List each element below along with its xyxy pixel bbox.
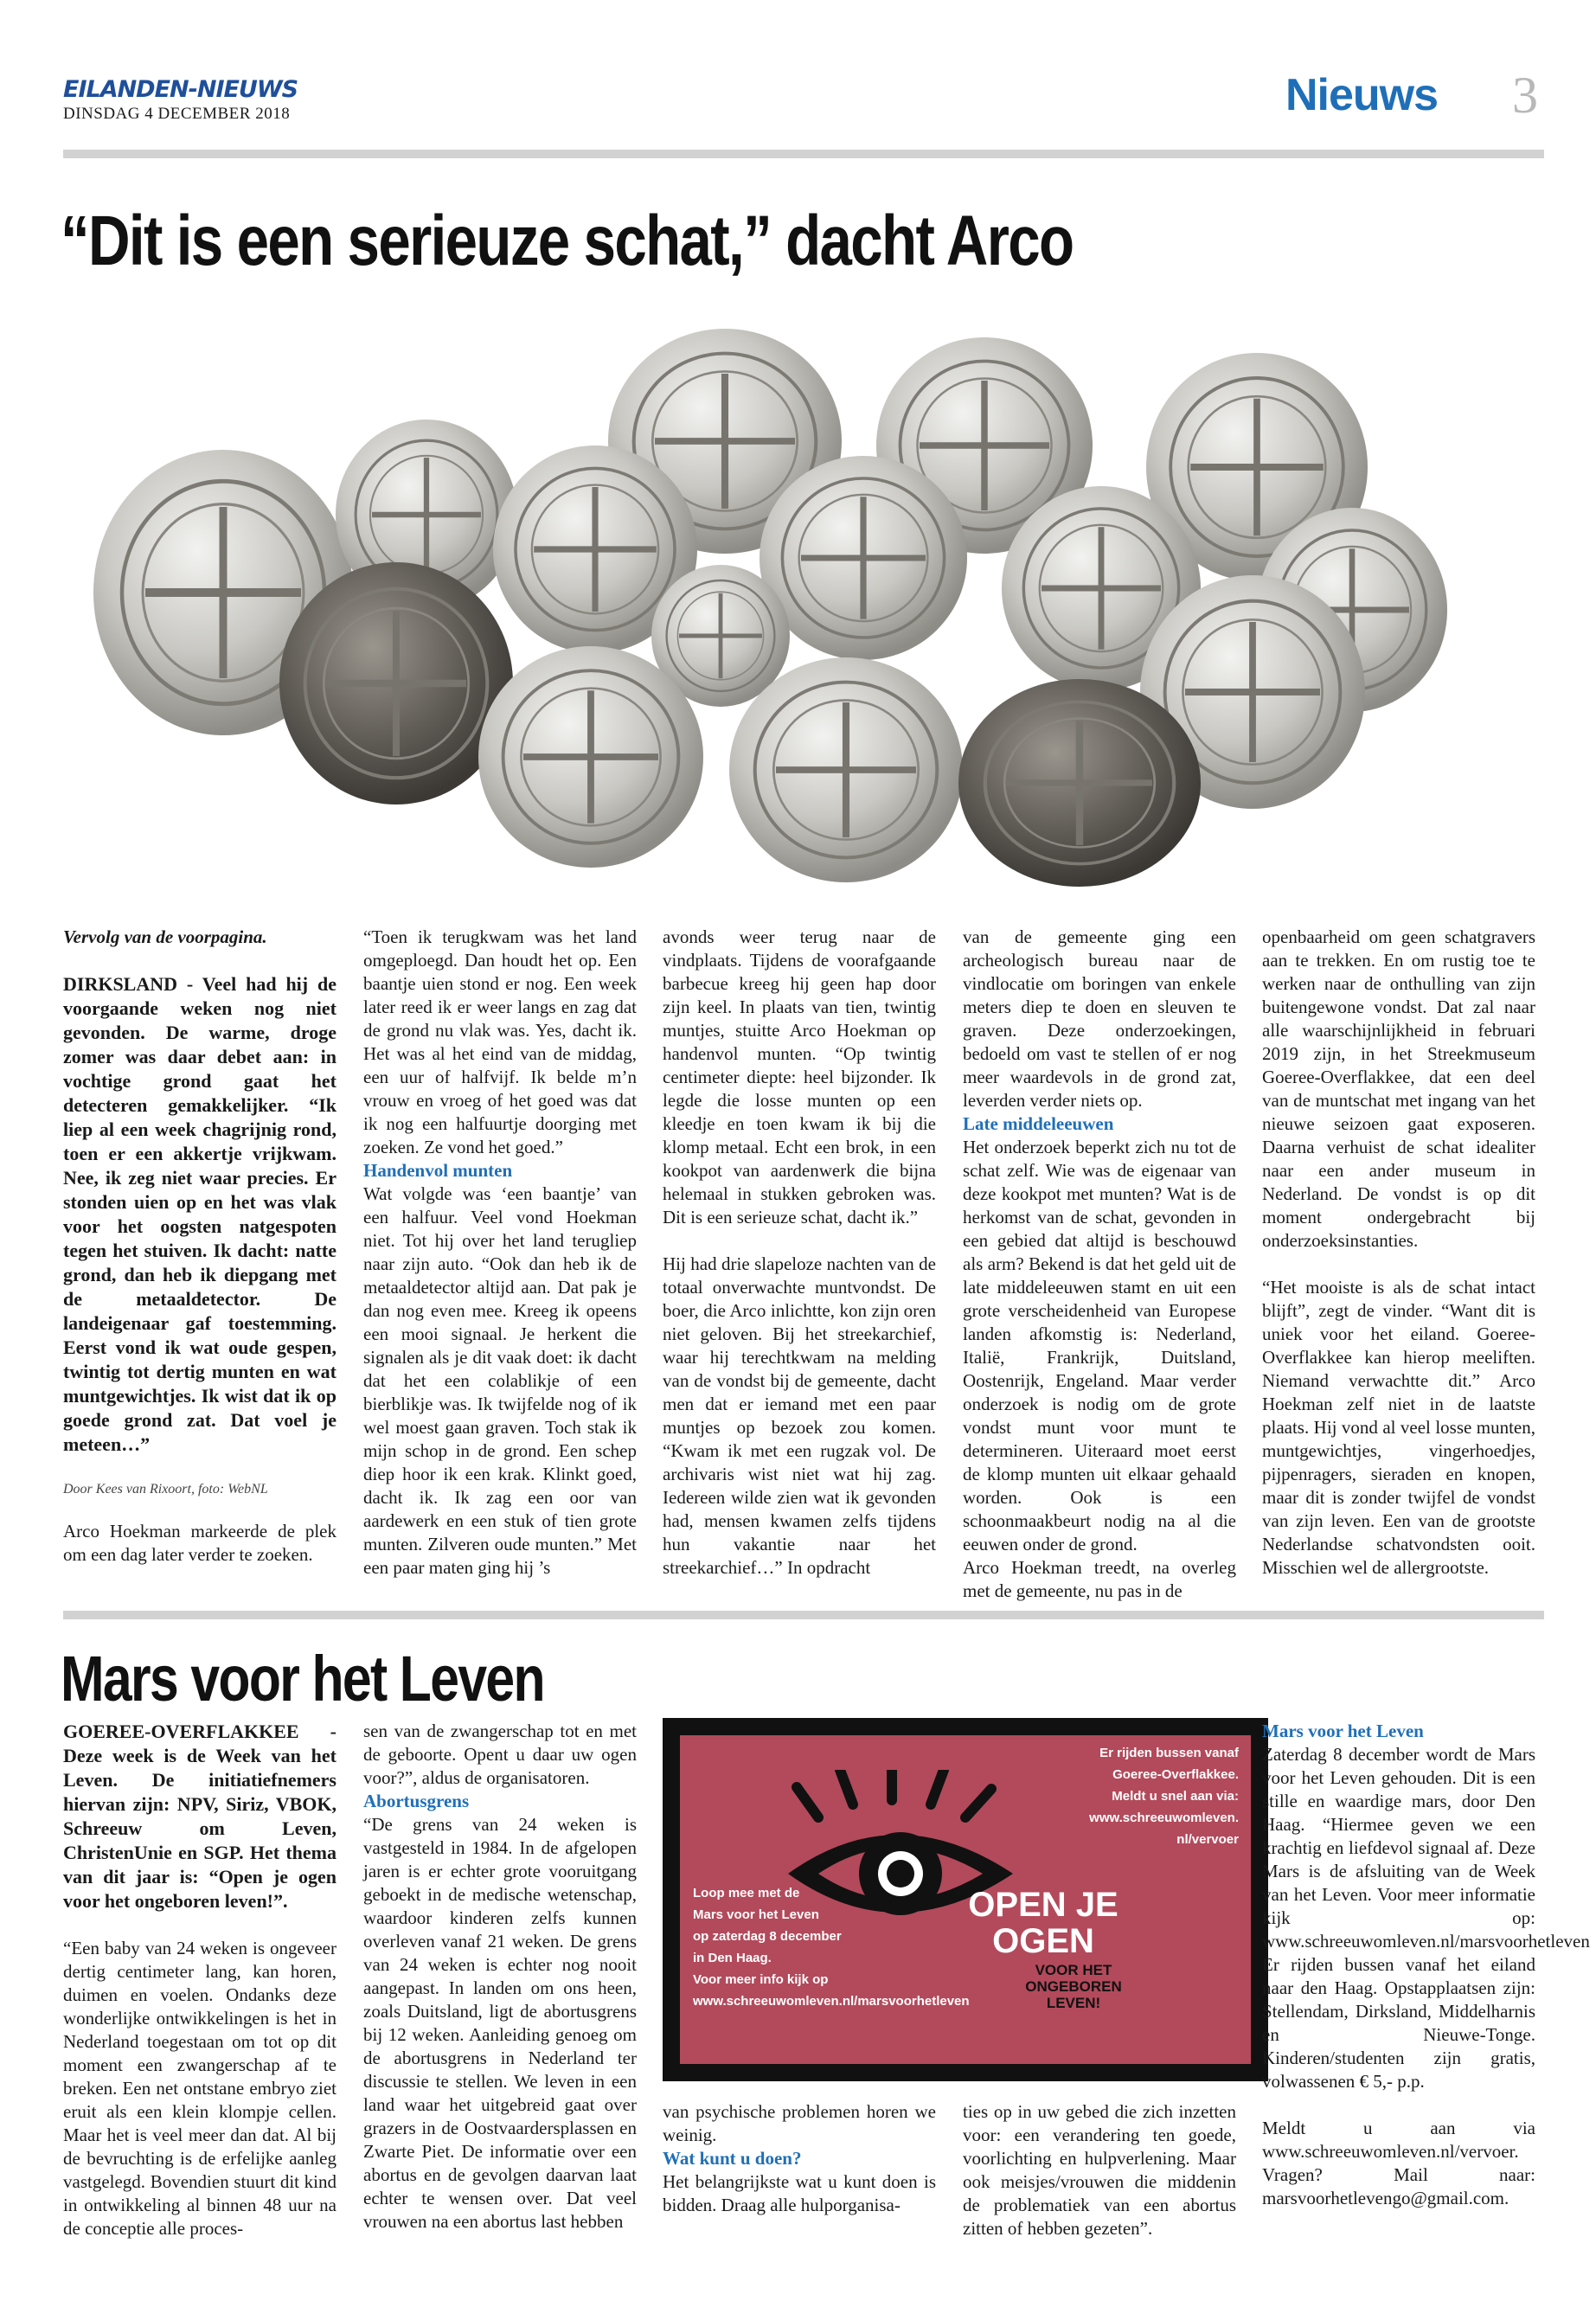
paragraph: Arco Hoekman treedt, na overleg met de gemeente, nu pas in de <box>963 1557 1236 1601</box>
article-lead: DIRKSLAND - Veel had hij de voorgaande weken nog niet gevonden. De warme, droge zomer was daar debet aan: in vochtige grond gaat het detecteren gemakkelijker. “Ik liep al een week chagrijnig rond, toen er een akkertje vrijkwam. Nee, ik zeg niet waar precies. Er stonden uien op en het was vlak voor het oogsten natgespoten tegen het stuiven. Ik dacht: natte grond, dan heb ik diepgang met de metaaldetector. De landeigenaar gaf toestemming. Eerst vond ik wat oude gespen, twintig tot dertig munten en wat muntgewichtjes. Ik wist dat ik op goede grond zat. Dat voel je meteen…” <box>63 973 337 1455</box>
article2-column-5 <box>1262 1720 1590 2210</box>
coins-photo <box>93 298 1499 895</box>
issue-date: DINSDAG 4 DECEMBER 2018 <box>63 105 291 123</box>
paragraph: Er rijden bussen vanaf het eiland naar den Haag. Opstapplaatsen zijn: Stellendam, Dirksland, Middelharnis en Nieuwe-Tonge. Kinderen/studenten zijn gratis, volwassenen € 5,- p.p. <box>1262 1954 1535 2092</box>
coin <box>478 646 703 868</box>
subheading: Mars voor het Leven <box>1262 1721 1424 1741</box>
paragraph: Arco Hoekman markeerde de plek om een dag later verder te zoeken. <box>63 1521 337 1565</box>
article2-headline: Mars voor het Leven <box>61 1643 544 1715</box>
article1-column-5 <box>1262 926 1535 1580</box>
ad-bus-text: Er rijden bussen vanaf Goeree-Overflakkee. Meldt u snel aan via: www.schreeuwomleven. nl/vervoer <box>1089 1746 1239 1847</box>
ad-walk-text: Loop mee met de Mars voor het Leven op zaterdag 8 december in Den Haag. Voor meer info kijk op www.schreeuwomleven.nl/marsvoorhetleven <box>693 1886 970 2009</box>
article-divider <box>63 1611 1544 1619</box>
section-title: Nieuws <box>1285 70 1438 120</box>
advertisement <box>663 1718 1268 2081</box>
ad-slogan: OPEN JE OGEN <box>968 1886 1118 1960</box>
paragraph: Wat volgde was ‘een baantje’ van een halfuur. Veel vond Hoekman niet. Tot hij over het land terugliep naar zijn auto. “Ook dan heb ik de metaaldetector altijd aan. Dat pak je dan nog even mee. Kreeg ik opeens een mooi signaal. Je herkent die signalen als je dit vaak doet: ik dacht dat het een colablikje of een bierblikje was. Ik twijfelde nog of ik wel moest gaan graven. Toch stak ik mijn schop in de grond. Een schep diep hoor ik een krak. Klinkt goed, dacht ik. Ik zag een oor van aardewerk en een stuk of tien grote munten. Zilveren oude munten.” Met een paar maten ging hij ’s <box>363 1183 637 1578</box>
article1-column-1 <box>63 926 337 1567</box>
paragraph: van de gemeente ging een archeologisch bureau naar de vindlocatie om boringen van enkele meters diep te doen en sleuven te graven. Deze onderzoekingen, bedoeld om vast te stellen of er nog meer waardevols in de grond zat, leverden verder niets op. <box>963 926 1236 1111</box>
silver-coins-icon <box>93 298 1499 895</box>
article2-column-1 <box>63 1720 337 2240</box>
paragraph: van psychische problemen horen we weinig. <box>663 2101 936 2145</box>
paragraph: openbaarheid om geen schatgravers aan te trekken. En om rustig toe te werken naar de onthulling van zijn buitengewone vondst. Dat zal naar alle waarschijnlijkheid in februari 2019 zijn, in het Streekmuseum Goeree-Overflakkee, dat een deel van de muntschat met ingang van het nieuwe seizoen gaat exposeren. Daarna verhuist de schat idealiter naar een ander museum in Nederland. De vondst is op dit moment ondergebracht bij onderzoeksinstanties. <box>1262 926 1535 1251</box>
subheading: Wat kunt u doen? <box>663 2148 802 2169</box>
paragraph: “De grens van 24 weken is vastgesteld in 1984. In de afgelopen jaren is er echter grote vooruitgang geboekt in de medische wetenschap, waardoor kinderen zelfs kunnen overleven vanaf 21 weken. De grens van 24 weken is echter nog nooit aangepast. In landen om ons heen, zoals Duitsland, ligt de abortusgrens bij 12 weken. Aanleiding genoeg om de abortusgrens in Nederland ter discussie te stellen. We leven in een land waar het uitgebreid gaat over grazers in de Oostvaardersplassen en Zwarte Piet. De informatie over een abortus en de gevolgen daarvan laat echter te wensen over. Dat veel vrouwen na een abortus last hebben <box>363 1814 637 2232</box>
continued-note: Vervolg van de voorpagina. <box>63 926 267 947</box>
subheading: Handenvol munten <box>363 1160 513 1181</box>
paragraph: ties op in uw gebed die zich inzetten voor: een verandering ten goede, voorlichting en hulpverlening. Maar ook meisjes/vrouwen die middenin de problematiek van een abortus zitten of hebben gezeten”. <box>963 2101 1236 2239</box>
subheading: Abortusgrens <box>363 1791 470 1811</box>
paragraph: “Een baby van 24 weken is ongeveer dertig centimeter lang, kan horen, duimen en voelen. Ondanks deze wonderlijke ontwikkelingen is het in Nederland toegestaan om tot op dit moment een zwangerschap af te breken. Een net ontstane embryo ziet eruit als een klein klompje cellen. Maar het is veel meer dan dat. Al bij de bevruchting is de erfelijke aanleg vastgelegd. Bovendien stuurt dit kind in ontwikkeling al binnen 48 uur na de conceptie alle proces- <box>63 1938 337 2239</box>
paragraph: Zaterdag 8 december wordt de Mars voor het Leven gehouden. Dit is een stille en waardige mars, door Den Haag. “Hiermee geven we een krachtig en liefdevol signaal af. Deze Mars is de afsluiting van de Week van het Leven. Voor meer informatie kijk op: www.schreeuwomleven.nl/marsvoorhetleven <box>1262 1744 1590 1952</box>
subheading: Late middeleeuwen <box>963 1113 1114 1134</box>
ad-panel <box>680 1735 1251 2064</box>
paragraph: Hij had drie slapeloze nachten van de totaal onverwachte muntvondst. De boer, die Arco inlichtte, kon zijn oren niet geloven. Bij het streekarchief, waar hij terechtkwam na melding van de vondst bij de gemeente, dacht men dat er iemand met een paar muntjes op bezoek zou komen. “Kwam ik met een rugzak vol. De archivaris wist niet wat hij zag. Iedereen wilde zien wat ik gevonden had, mensen kwamen zelfs tijdens hun vakantie naar het streekarchief…” In opdracht <box>663 1253 936 1578</box>
article2-column-2 <box>363 1720 637 2234</box>
coin <box>760 456 967 660</box>
article1-column-3 <box>663 926 936 1580</box>
paragraph: Het belangrijkste wat u kunt doen is bidden. Draag alle hulporganisa- <box>663 2171 936 2215</box>
article-headline: “Dit is een serieuze schat,” dacht Arco <box>61 202 1074 280</box>
paragraph: Meldt u aan via www.schreeuwomleven.nl/vervoer. Vragen? Mail naar: marsvoorhetlevengo@gmail.com. <box>1262 2118 1535 2208</box>
ad-subslogan: VOOR HET ONGEBOREN LEVEN! <box>1025 1962 1122 2011</box>
article-lead: GOEREE-OVERFLAKKEE - Deze week is de Week van het Leven. De initiatiefnemers hiervan zijn: NPV, Siriz, VBOK, Schreeuw om Leven, ChristenUnie en SGP. Het thema van dit jaar is: “Open je ogen voor het ongeboren leven!”. <box>63 1721 337 1912</box>
paragraph: “Het mooiste is als de schat intact blijft”, zegt de vinder. “Want dit is uniek voor het eiland. Goeree-Overflakkee kan hierop meeliften. Niemand verwachtte dit.” Arco Hoekman zelf niet in de laatste plaats. Hij vond al veel losse munten, muntgewichtjes, vingerhoedjes, pijpenragers, sieraden en knopen, maar dit is zonder twijfel de vondst van zijn leven. Een van de grootste Nederlandse schatvondsten ooit. Misschien wel de allergrootste. <box>1262 1277 1535 1578</box>
byline: Door Kees van Rixoort, foto: WebNL <box>63 1482 268 1497</box>
paragraph: “Toen ik terugkwam was het land omgeploegd. Dan houdt het op. Een baantje uien stond er nog. Een week later reed ik er weer langs en zag dat de grond nu vlak was. Yes, dacht ik. Het was al het eind van de middag, een uur of halfvijf. Ik belde m’n vrouw en vroeg of het goed was dat ik nog een halfuurtje doorging met zoeken. Ze vond het goed.” <box>363 926 637 1157</box>
coin <box>279 562 513 804</box>
page-number: 3 <box>1512 67 1538 124</box>
coin <box>729 657 963 882</box>
article1-column-4 <box>963 926 1236 1603</box>
article1-column-2 <box>363 926 637 1580</box>
article2-column-3 <box>663 2100 936 2217</box>
header-rule <box>63 150 1544 158</box>
paragraph: sen van de zwangerschap tot en met de geboorte. Opent u daar uw ogen voor?”, aldus de organisatoren. <box>363 1721 637 1788</box>
masthead-logo: EILANDEN-NIEUWS <box>63 76 298 103</box>
paragraph: Het onderzoek beperkt zich nu tot de schat zelf. Wie was de eigenaar van deze kookpot met munten? Wat is de herkomst van de schat, gevonden in een gebied dat altijd is beschouwd als arm? Bekend is dat het geld uit de late middeleeuwen stamt en uit een grote verscheidenheid van Europese landen afkomstig is: Nederland, Italië, Frankrijk, Duitsland, Oostenrijk, Engeland. Maar verder onderzoek is nodig om de grote vondst munt voor munt te determineren. Uiteraard moet eerst de klomp munten uit elkaar gehaald worden. Ook is een schoonmaakbeurt nodig na al die eeuwen onder de grond. <box>963 1137 1236 1554</box>
coin <box>958 679 1201 887</box>
article2-column-4 <box>963 2100 1236 2240</box>
paragraph: avonds weer terug naar de vindplaats. Tijdens de voorafgaande barbecue kreeg hij geen hap door zijn keel. In plaats van tien, twintig muntjes, stuitte Arco Hoekman op handenvol munten. “Op twintig centimeter diepte: heel bijzonder. Ik legde die losse munten op een kleedje en toen kwam ik bij die klomp metaal. Echt een brok, in een kookpot van aardenwerk die bijna helemaal in stukken gebroken was. Dit is een serieuze schat, dacht ik.” <box>663 926 936 1227</box>
